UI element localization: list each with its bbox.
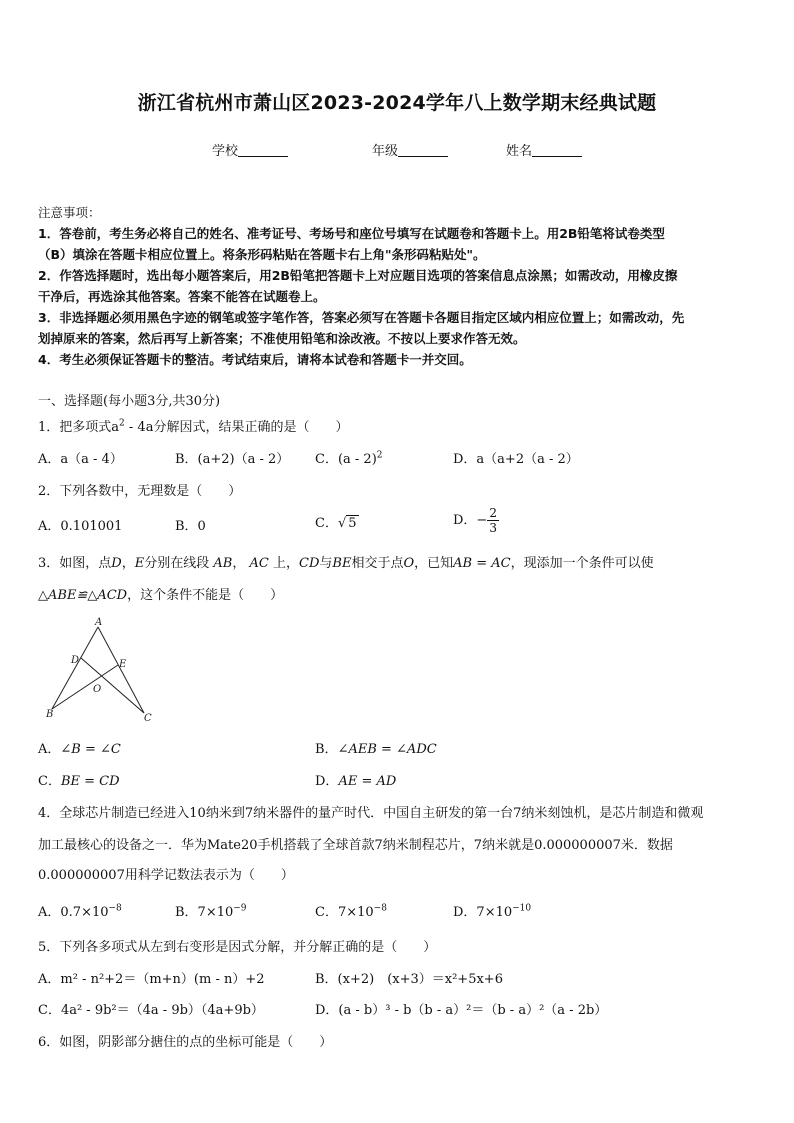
- segment-ac: [98, 627, 144, 713]
- q5-option-d: D．(a - b）³ - b（b - a）²＝（b - a）²（a - 2b）: [315, 1003, 608, 1018]
- segment-cd: [81, 658, 144, 713]
- label-b: B: [46, 709, 54, 720]
- school-field: [212, 140, 288, 159]
- q2-option-b: B．0: [175, 519, 206, 534]
- question-4-line-1: 4．全球芯片制造已经进入10纳米到7纳米器件的量产时代．中国自主研发的第一台7纳米刻蚀机，是芯片制造和微观: [38, 806, 704, 821]
- notice-line-3b: 划掉原来的答案，然后再写上新答案；不准使用铅笔和涂改液。不按以上要求作答无效。: [38, 331, 526, 346]
- label-a: A: [95, 617, 103, 628]
- sqrt-symbol: √ 5: [337, 516, 357, 531]
- question-4-line-2: 加工最核心的设备之一．华为Mate20手机搭载了全球首款7纳米制程芯片，7纳米就是0.000000007米．数据: [38, 838, 673, 853]
- q3-option-a: A．∠B = ∠C: [38, 742, 121, 757]
- notice-line-4: 4．考生必须保证答题卡的整洁。考试结束后，请将本试卷和答题卡一并交回。: [38, 352, 472, 367]
- page-title: 浙江省杭州市萧山区2023-2024学年八上数学期末经典试题: [137, 92, 657, 114]
- q5-option-b: B．(x+2) (x+3）＝x²+5x+6: [315, 972, 503, 987]
- notice-line-2a: 2．作答选择题时，选出每小题答案后，用2B铅笔把答题卡上对应题目选项的答案信息点涂黑；如需改动，用橡皮擦: [38, 268, 678, 283]
- grade-label: 年级: [372, 144, 399, 159]
- notice-line-3a: 3．非选择题必须用黑色字迹的钢笔或签字笔作答，答案必须写在答题卡各题目指定区域内相应位置上；如需改动，先: [38, 310, 685, 325]
- q4-option-a: A．$0.7\times 10^{-8}$: [38, 903, 122, 920]
- q5-option-c: C．4a² - 9b²＝（4a - 9b）（4a+9b）: [38, 1003, 264, 1018]
- section-heading: 一、选择题(每小题3分,共30分): [38, 394, 221, 409]
- label-e: E: [119, 659, 127, 670]
- school-label: 学校: [212, 144, 239, 159]
- q5-option-a: A．m² - n²+2＝（m+n）(m - n）+2: [38, 972, 265, 987]
- question-4-line-3: 0.000000007用科学记数法表示为（ ）: [38, 868, 294, 883]
- grade-field: [372, 140, 448, 159]
- notice-line-1b: （B）填涂在答题卡相应位置上。将条形码粘贴在答题卡右上角"条形码粘贴处"。: [38, 247, 486, 262]
- segment-be: [52, 665, 118, 709]
- q4-option-b: B．$7\times 10^{-9}$: [175, 903, 247, 920]
- q3-option-d: D．AE = AD: [315, 774, 397, 789]
- question-5-stem: 5．下列各多项式从左到右变形是因式分解，并分解正确的是（ ）: [38, 940, 437, 955]
- question-3-line-1: 3．如图，点D，E分别在线段 AB， AC 上，CD与BE相交于点O，已知AB = AC，现添加一个条件可以使: [38, 556, 654, 571]
- question-6-stem: 6．如图，阴影部分搪住的点的坐标可能是（ ）: [38, 1035, 333, 1050]
- label-o: O: [93, 684, 102, 695]
- q1-option-c: C．(a - 2)$^2$: [315, 450, 383, 467]
- name-field: [506, 140, 582, 159]
- q2-option-a: A．0.101001: [38, 519, 123, 534]
- question-2-stem: 2．下列各数中，无理数是（ ）: [38, 484, 242, 499]
- q3-option-c: C．BE = CD: [38, 774, 120, 789]
- q3-option-b: B．∠AEB = ∠ADC: [315, 742, 437, 757]
- school-blank: [238, 144, 288, 157]
- q4-option-d: D．$7\times 10^{-10}$: [453, 903, 532, 920]
- label-c: C: [144, 713, 152, 724]
- q2-option-d: D．− $\frac{2}{3}$: [453, 506, 497, 535]
- q2-option-c: C．√ 5: [315, 516, 357, 531]
- q1-option-d: D．a（a+2（a - 2）: [453, 452, 579, 467]
- q1-option-b: B．(a+2)（a - 2）: [175, 452, 290, 467]
- fraction: $\frac{2}{3}$: [489, 506, 497, 535]
- question-1-stem: 1．把多项式$a^2 - 4a$分解因式，结果正确的是（ ）: [38, 418, 349, 435]
- notice-line-2b: 干净后，再选涂其他答案。答案不能答在试题卷上。: [38, 289, 326, 304]
- notice-heading: 注意事项：: [38, 205, 101, 220]
- q4-option-c: C．$7\times 10^{-8}$: [315, 903, 387, 920]
- label-d: D: [71, 655, 80, 666]
- grade-blank: [398, 144, 448, 157]
- name-label: 姓名: [506, 144, 533, 159]
- notice-line-1a: 1．答卷前，考生务必将自己的姓名、准考证号、考场号和座位号填写在试题卷和答题卡上。用2B铅笔将试卷类型: [38, 226, 665, 241]
- name-blank: [532, 144, 582, 157]
- q1-option-a: A．a（a - 4）: [38, 452, 123, 467]
- segment-ab: [52, 627, 98, 709]
- question-3-line-2: △ABE≌△ACD，这个条件不能是（ ）: [38, 588, 284, 603]
- triangle-figure: [38, 615, 158, 727]
